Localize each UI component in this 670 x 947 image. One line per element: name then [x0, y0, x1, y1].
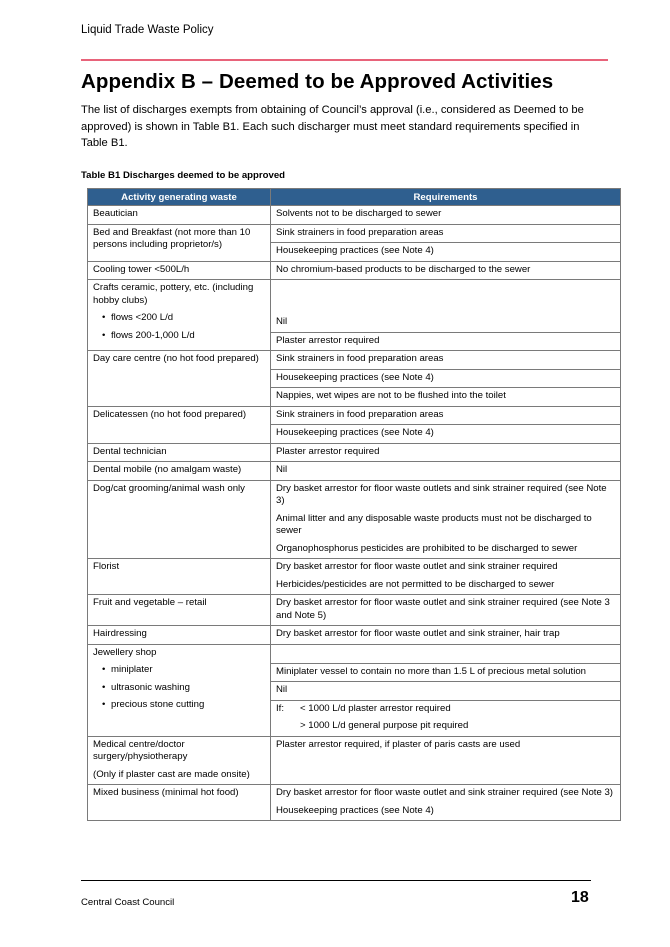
requirement-text: Nil [276, 464, 288, 475]
activity-text: Jewellery shop [93, 646, 157, 658]
requirement-text: Dry basket arrestor for floor waste outlet and sink strainer, hair trap [276, 628, 560, 639]
requirement-text [271, 700, 620, 719]
activity-text: Florist [93, 561, 120, 572]
requirements-cell [271, 206, 621, 225]
activity-text: Cooling tower <500L/h [93, 263, 190, 275]
table-row [88, 280, 621, 351]
requirement-text: Housekeeping practices (see Note 4) [271, 369, 620, 388]
column-header-activity: Activity generating waste [88, 189, 271, 206]
activity-cell [88, 595, 271, 626]
page-title: Appendix B – Deemed to be Approved Activities [81, 70, 554, 93]
table-row [88, 595, 621, 626]
activity-sub-item: • miniplater [93, 662, 266, 680]
activity-cell [88, 785, 271, 821]
requirement-text: No chromium-based products to be discharged to the sewer [276, 263, 531, 275]
activity-sub-item: • ultrasonic washing [93, 680, 266, 698]
requirement-text: Nil [276, 316, 288, 327]
activity-text: Mixed business (minimal hot food) [93, 787, 239, 798]
requirement-text: Organophosphorus pesticides are prohibited to be discharged to sewer [276, 542, 578, 554]
table-row [88, 443, 621, 462]
intro-paragraph: The list of discharges exempts from obtaining of Council’s approval (i.e., considered as Deemed to be approved) is shown in Table B1. Each such discharger must meet standard requirements specified in Table B1. [81, 104, 584, 149]
requirement-text: Sink strainers in food preparation areas [276, 226, 444, 238]
table-row [88, 626, 621, 645]
requirements-cell [271, 351, 621, 407]
if-label: If: [276, 702, 284, 714]
requirements-cell [271, 595, 621, 626]
column-header-requirements: Requirements [271, 189, 621, 206]
activity-cell [88, 644, 271, 736]
requirements-cell [271, 224, 621, 261]
table-row [88, 351, 621, 407]
table-caption: Table B1 Discharges deemed to be approved [81, 170, 286, 181]
requirement-text: Miniplater vessel to contain no more than 1.5 L of precious metal solution [271, 663, 620, 682]
activity-text: Hairdressing [93, 628, 147, 639]
activity-cell [88, 480, 271, 559]
activity-cell [88, 280, 271, 351]
table-row [88, 559, 621, 595]
table-row [88, 736, 621, 785]
activity-text: Medical centre/doctor surgery/physiotherapy [93, 738, 188, 762]
requirement-text: Solvents not to be discharged to sewer [276, 208, 442, 219]
requirement-text: Sink strainers in food preparation areas [276, 353, 444, 364]
activity-sub-item: • flows <200 L/d [93, 310, 266, 328]
requirement-text [271, 280, 620, 314]
requirements-cell [271, 559, 621, 595]
requirement-text: Dry basket arrestor for floor waste outlets and sink strainer required (see Note 3) [276, 482, 607, 506]
requirement-text: Dry basket arrestor for floor waste outlet and sink strainer required (see Note 3) [276, 787, 613, 798]
activity-text: Fruit and vegetable – retail [93, 597, 207, 608]
activity-cell [88, 351, 271, 407]
activity-cell [88, 443, 271, 462]
activity-text: Day care centre (no hot food prepared) [93, 353, 259, 364]
requirements-cell [271, 406, 621, 443]
requirements-cell [271, 443, 621, 462]
activity-cell [88, 406, 271, 443]
activity-cell [88, 559, 271, 595]
activity-cell [88, 626, 271, 645]
activity-text: Bed and Breakfast (not more than 10 persons including proprietor/s) [93, 226, 251, 250]
requirements-cell [271, 626, 621, 645]
table-row [88, 644, 621, 736]
discharges-table [87, 188, 621, 821]
activity-text: Beautician [93, 208, 138, 219]
table-row [88, 261, 621, 280]
requirement-text: Dry basket arrestor for floor waste outlet and sink strainer required [276, 561, 558, 572]
activity-text: Dental mobile (no amalgam waste) [93, 464, 242, 475]
requirement-text: Dry basket arrestor for floor waste outlet and sink strainer required (see Note 3 and Note 5) [276, 597, 610, 621]
requirement-text [271, 645, 620, 663]
running-header: Liquid Trade Waste Policy [81, 24, 214, 36]
requirements-cell [271, 280, 621, 351]
activity-text: Dental technician [93, 445, 167, 457]
requirement-condition: < 1000 L/d plaster arrestor required [300, 702, 451, 714]
requirement-text: Plaster arrestor required [271, 332, 620, 351]
requirement-text: Plaster arrestor required, if plaster of paris casts are used [276, 738, 521, 750]
requirements-cell [271, 261, 621, 280]
requirements-cell [271, 644, 621, 736]
table-row [88, 406, 621, 443]
requirement-text: Housekeeping practices (see Note 4) [271, 242, 620, 261]
activity-text: Dog/cat grooming/animal wash only [93, 482, 245, 494]
table-row [88, 206, 621, 225]
requirement-text: Herbicides/pesticides are not permitted to be discharged to sewer [276, 578, 555, 590]
activity-cell [88, 736, 271, 785]
requirement-text: Nappies, wet wipes are not to be flushed into the toilet [271, 387, 620, 406]
table-header-row [88, 189, 621, 206]
activity-text: Delicatessen (no hot food prepared) [93, 408, 247, 420]
page-number: 18 [571, 889, 589, 906]
requirements-cell [271, 462, 621, 481]
requirement-text: Plaster arrestor required [276, 445, 380, 457]
table-row [88, 224, 621, 261]
table-row [88, 785, 621, 821]
table-row [88, 462, 621, 481]
footer-org: Central Coast Council [81, 897, 175, 908]
requirement-text: Sink strainers in food preparation areas [276, 408, 444, 420]
activity-note: (Only if plaster cast are made onsite) [93, 768, 250, 780]
requirements-cell [271, 785, 621, 821]
requirements-cell [271, 480, 621, 559]
requirement-condition: > 1000 L/d general purpose pit required [300, 720, 469, 731]
requirement-text: Housekeeping practices (see Note 4) [276, 804, 434, 816]
requirement-text: Housekeeping practices (see Note 4) [271, 424, 620, 443]
activity-text: Crafts ceramic, pottery, etc. (including hobby clubs) [93, 282, 254, 306]
activity-sub-item: • flows 200-1,000 L/d [93, 328, 266, 346]
requirements-cell [271, 736, 621, 785]
activity-cell [88, 206, 271, 225]
activity-cell [88, 224, 271, 261]
table-row [88, 480, 621, 559]
requirement-text: Nil [271, 681, 620, 700]
activity-cell [88, 261, 271, 280]
activity-cell [88, 462, 271, 481]
activity-sub-item: • precious stone cutting [93, 697, 266, 715]
header-rule [81, 59, 608, 61]
footer-rule [81, 880, 591, 881]
requirement-text: Animal litter and any disposable waste products must not be discharged to sewer [276, 512, 592, 536]
